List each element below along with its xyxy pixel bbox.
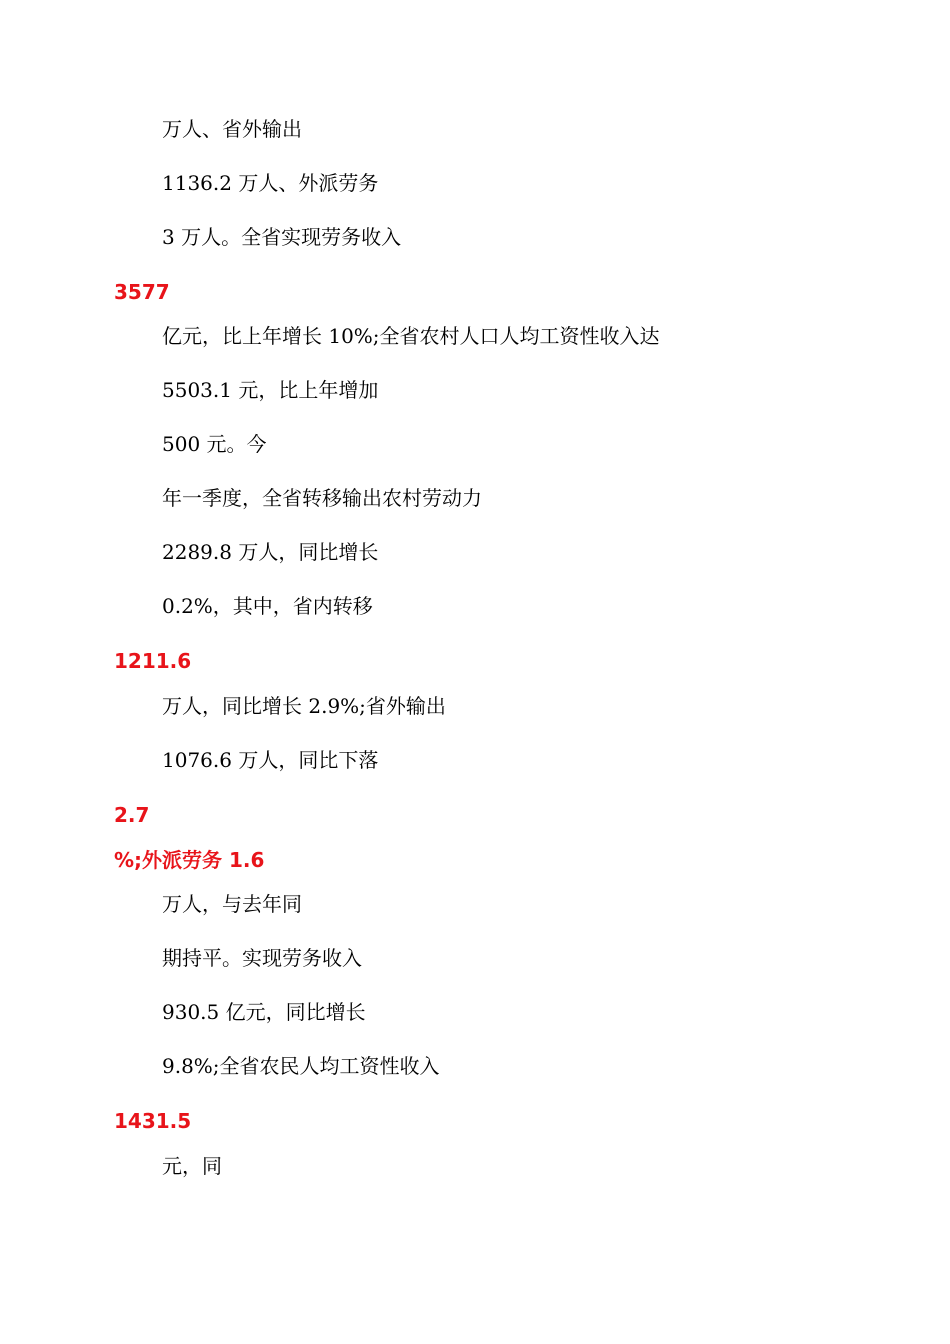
text-line: 930.5 亿元，同比增长: [162, 1000, 366, 1024]
highlighted-number: 2.7: [114, 803, 150, 827]
highlighted-number: 1211.6: [114, 649, 192, 673]
text-line: 年一季度，全省转移输出农村劳动力: [162, 486, 482, 510]
text-line: 500 元。今: [162, 432, 267, 456]
text-line: 5503.1 元，比上年增加: [162, 378, 379, 402]
text-line: 期持平。实现劳务收入: [162, 946, 362, 970]
text-line: 0.2%，其中，省内转移: [162, 594, 373, 618]
text-line: 元，同: [162, 1154, 222, 1178]
text-line: 3 万人。全省实现劳务收入: [162, 225, 402, 249]
highlighted-number: 1431.5: [114, 1109, 192, 1133]
text-line: 万人，同比增长 2.9%;省外输出: [162, 694, 446, 718]
text-line: 9.8%;全省农民人均工资性收入: [162, 1054, 440, 1078]
text-line: 1136.2 万人、外派劳务: [162, 171, 379, 195]
text-line: 亿元，比上年增长 10%;全省农村人口人均工资性收入达: [162, 324, 660, 348]
text-line: 万人，与去年同: [162, 892, 302, 916]
text-line: 万人、省外输出: [162, 117, 302, 141]
highlighted-number: %;外派劳务 1.6: [114, 848, 265, 872]
highlighted-number: 3577: [114, 280, 170, 304]
text-line: 2289.8 万人，同比增长: [162, 540, 379, 564]
text-line: 1076.6 万人，同比下落: [162, 748, 379, 772]
